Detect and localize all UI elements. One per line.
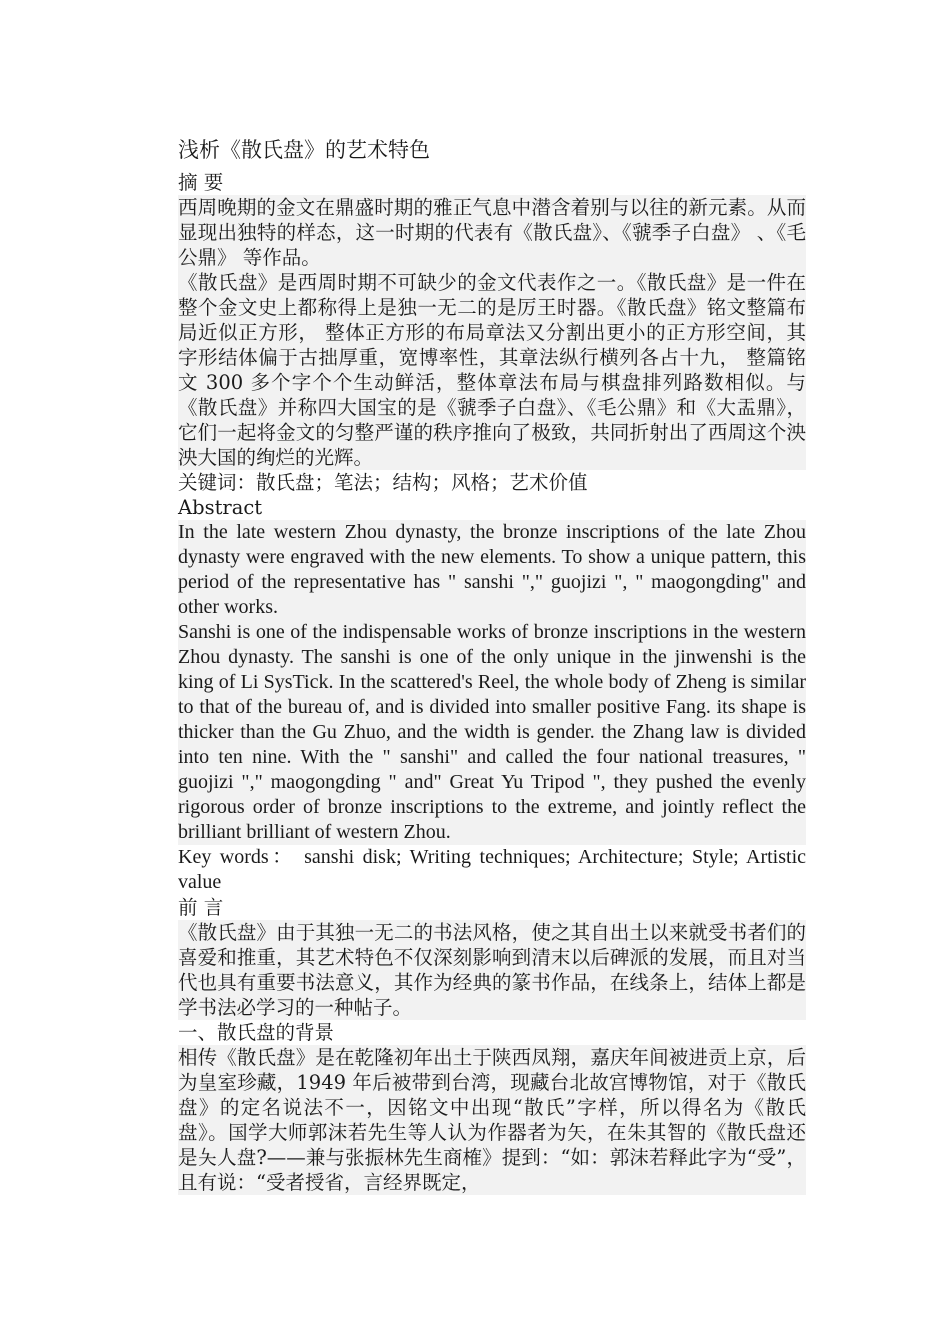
abstract-en-heading: Abstract <box>178 496 263 519</box>
preface-paragraph: 《散氏盘》由于其独一无二的书法风格，使之其自出土以来就受书者们的喜爱和推重，其艺术特色不仅深刻影响到清末以后碑派的发展，而且对当代也具有重要书法意义，其作为经典的篆书作品，在线条上，结体上都是学书法必学习的一种帖子。 <box>178 921 806 1019</box>
section-heading: 一、散氏盘的背景 <box>178 1021 335 1044</box>
keywords-cn: 关键词：散氏盘；笔法；结构；风格；艺术价值 <box>178 471 588 494</box>
preface-heading: 前 言 <box>178 896 224 919</box>
abstract-paragraph: 西周晚期的金文在鼎盛时期的雅正气息中潜含着别与以往的新元素。从而显现出独特的样态，这一时期的代表有《散氏盘》、《虢季子白盘》 、《毛公鼎》 等作品。 <box>178 196 806 269</box>
abstract-en-paragraph: Sanshi is one of the indispensable works of bronze inscriptions in the western Zhou dynasty. The sanshi is one of the only unique in the jinwenshi is the king of Li SysTick. In the scattered's Reel, the whole body of Zheng is similar to that of the bureau of, and is divided into smaller positive Fang. its shape is thicker than the Gu Zhuo, and the width is gender. the Zhang law is divided into ten nine. With the " sanshi" and called the four national treasures, " guojizi "," maogongding " and" Great Yu Tripod ", they pushed the evenly rigorous order of bronze inscriptions to the extreme, and jointly reflect the brilliant brilliant of western Zhou. <box>178 621 806 843</box>
document-page <box>178 136 806 1195</box>
keywords-en: Key words： sanshi disk; Writing techniques; Architecture; Style; Artistic value <box>178 846 806 893</box>
abstract-en-paragraph: In the late western Zhou dynasty, the bronze inscriptions of the late Zhou dynasty were engraved with the new elements. To show a unique pattern, this period of the representative has " sanshi "," guojizi ", " maogongding" and other works. <box>178 521 806 618</box>
abstract-paragraph: 《散氏盘》是西周时期不可缺少的金文代表作之一。《散氏盘》是一件在整个金文史上都称得上是独一无二的是厉王时器。《散氏盘》铭文整篇布局近似正方形， 整体正方形的布局章法又分割出更小的正方形空间，其字形结体偏于古拙厚重，宽博率性，其章法纵行横列各占十九， 整篇铭文 300 多个字个个生动鲜活，整体章法布局与棋盘排列路数相似。与《散氏盘》并称四大国宝的是《虢季子白盘》、《毛公鼎》和《大盂鼎》，它们一起将金文的匀整严谨的秩序推向了极致，共同折射出了西周这个泱泱大国的绚烂的光辉。 <box>178 271 806 469</box>
section-paragraph: 相传《散氏盘》是在乾隆初年出土于陕西凤翔，嘉庆年间被进贡上京，后为皇室珍藏，1949 年后被带到台湾，现藏台北故宫博物馆，对于《散氏盘》的定名说法不一，因铭文中出现“散氏”字样，所以得名为《散氏盘》。国学大师郭沫若先生等人认为作器者为矢，在朱其智的《散氏盘还是夨人盘?——兼与张振林先生商榷》提到：“如：郭沫若释此字为“受”，且有说：“受者授省，言经界既定， <box>178 1046 806 1194</box>
page-title: 浅析《散氏盘》的艺术特色 <box>178 138 430 162</box>
abstract-heading: 摘 要 <box>178 171 224 194</box>
